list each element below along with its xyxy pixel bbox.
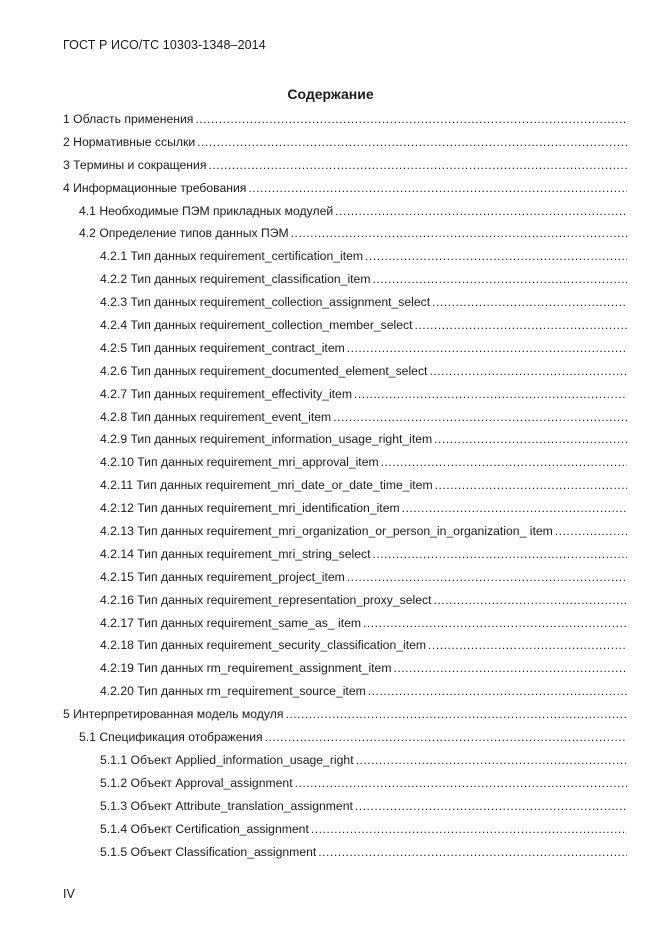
toc-entry-text: 4.2.13 Тип данных requirement_mri_organization_or_person_in_organization_ item <box>100 524 553 539</box>
toc-entry[interactable] <box>63 226 627 249</box>
toc-entry[interactable] <box>63 432 627 455</box>
toc-dot-leader <box>311 822 627 836</box>
toc-entry[interactable] <box>63 501 627 524</box>
toc-entry[interactable] <box>63 249 627 272</box>
toc-entry-text: 4.2.9 Тип данных requirement_information_usage_right_item <box>100 432 433 447</box>
toc-entry[interactable] <box>63 272 627 295</box>
toc-entry[interactable] <box>63 387 627 410</box>
page-title: Содержание <box>287 86 374 102</box>
toc-entry[interactable] <box>63 455 627 478</box>
toc-dot-leader <box>373 272 628 286</box>
toc-entry[interactable] <box>63 158 627 181</box>
toc-dot-leader <box>347 570 627 584</box>
toc-dot-leader <box>335 204 627 218</box>
toc-dot-leader <box>368 684 627 698</box>
toc-entry-text: 4.2.20 Тип данных rm_requirement_source_item <box>100 684 366 699</box>
toc-dot-leader <box>295 776 627 790</box>
toc-entry[interactable] <box>63 547 627 570</box>
toc-dot-leader <box>356 753 627 767</box>
toc-dot-leader <box>197 135 627 149</box>
toc-entry[interactable] <box>63 135 627 158</box>
toc-dot-leader <box>363 616 627 630</box>
toc-dot-leader <box>333 410 627 424</box>
toc-entry[interactable] <box>63 799 627 822</box>
toc-entry-text: 5.1.2 Объект Approval_assignment <box>100 775 293 790</box>
toc-entry[interactable] <box>63 410 627 433</box>
toc-dot-leader <box>402 501 627 515</box>
toc-dot-leader <box>428 638 627 652</box>
toc-entry-text: 4.2.2 Тип данных requirement_classification_item <box>100 272 371 287</box>
toc-entry[interactable] <box>63 341 627 364</box>
toc-dot-leader <box>355 799 627 813</box>
toc-entry-text: 4.2.1 Тип данных requirement_certification_item <box>100 249 364 264</box>
page-number: IV <box>63 887 75 901</box>
toc-entry-text: 4.2.8 Тип данных requirement_event_item <box>100 409 332 424</box>
document-header: ГОСТ Р ИСО/ТС 10303-1348–2014 <box>63 38 266 52</box>
toc-entry[interactable] <box>63 318 627 341</box>
toc-dot-leader <box>555 524 627 538</box>
toc-dot-leader <box>373 547 628 561</box>
toc-entry-text: 5 Интерпретированная модель модуля <box>63 707 284 722</box>
toc-entry[interactable] <box>63 570 627 593</box>
toc-dot-leader <box>318 845 627 859</box>
toc-entry-text: 4.2.12 Тип данных requirement_mri_identification_item <box>100 501 400 516</box>
toc-entry-text: 4.2.14 Тип данных requirement_mri_string_select <box>100 546 371 561</box>
toc-entry[interactable] <box>63 776 627 799</box>
toc-entry-text: 4.2 Определение типов данных ПЭМ <box>79 226 289 241</box>
toc-dot-leader <box>265 730 627 744</box>
toc-entry[interactable] <box>63 616 627 639</box>
toc-entry-text: 4.1 Необходимые ПЭМ прикладных модулей <box>79 203 334 218</box>
toc-entry-text: 5.1.4 Объект Certification_assignment <box>100 821 309 836</box>
toc-entry-text: 5.1.3 Объект Attribute_translation_assignment <box>100 798 353 813</box>
toc-entry-text: 4.2.11 Тип данных requirement_mri_date_or_date_time_item <box>100 478 433 493</box>
toc-entry[interactable] <box>63 730 627 753</box>
toc-entry-text: 5.1.5 Объект Classification_assignment <box>100 844 317 859</box>
toc-dot-leader <box>432 295 627 309</box>
toc-dot-leader <box>285 707 627 721</box>
toc-entry-text: 4.2.10 Тип данных requirement_mri_approval_item <box>100 455 379 470</box>
toc-dot-leader <box>248 181 627 195</box>
toc-entry-text: 4.2.3 Тип данных requirement_collection_assignment_select <box>100 295 431 310</box>
toc-dot-leader <box>433 593 627 607</box>
toc-entry-text: 4.2.6 Тип данных requirement_documented_element_select <box>100 363 428 378</box>
toc-entry[interactable] <box>63 661 627 684</box>
toc-dot-leader <box>435 478 627 492</box>
toc-entry[interactable] <box>63 112 627 135</box>
toc-entry-text: 4.2.4 Тип данных requirement_collection_member_select <box>100 318 413 333</box>
toc-entry-text: 4.2.17 Тип данных requirement_same_as_ item <box>100 615 362 630</box>
toc-entry-text: 4.2.19 Тип данных rm_requirement_assignment_item <box>100 661 392 676</box>
toc-entry[interactable] <box>63 181 627 204</box>
toc-entry[interactable] <box>63 638 627 661</box>
toc-entry[interactable] <box>63 845 627 868</box>
table-of-contents <box>63 112 627 867</box>
toc-dot-leader <box>394 661 628 675</box>
toc-dot-leader <box>354 387 627 401</box>
toc-entry[interactable] <box>63 524 627 547</box>
toc-dot-leader <box>429 364 627 378</box>
toc-entry[interactable] <box>63 753 627 776</box>
toc-dot-leader <box>195 112 627 126</box>
toc-dot-leader <box>365 249 627 263</box>
toc-entry-text: 4.2.5 Тип данных requirement_contract_item <box>100 340 345 355</box>
toc-entry-text: 4.2.16 Тип данных requirement_representation_proxy_select <box>100 592 432 607</box>
toc-entry-text: 1 Область применения <box>63 112 194 126</box>
toc-entry[interactable] <box>63 684 627 707</box>
toc-entry[interactable] <box>63 364 627 387</box>
toc-entry-text: 2 Нормативные ссылки <box>63 134 196 149</box>
toc-entry-text: 4.2.15 Тип данных requirement_project_item <box>100 569 345 584</box>
toc-entry[interactable] <box>63 707 627 730</box>
toc-dot-leader <box>347 341 627 355</box>
toc-dot-leader <box>381 455 627 469</box>
toc-entry-text: 4 Информационные требования <box>63 180 247 195</box>
toc-entry-text: 3 Термины и сокращения <box>63 157 207 172</box>
toc-dot-leader <box>208 158 627 172</box>
toc-entry[interactable] <box>63 478 627 501</box>
toc-dot-leader <box>434 432 627 446</box>
toc-entry[interactable] <box>63 295 627 318</box>
toc-dot-leader <box>415 318 628 332</box>
toc-entry-text: 4.2.7 Тип данных requirement_effectivity_item <box>100 386 352 401</box>
toc-entry-text: 5.1 Спецификация отображения <box>79 730 263 745</box>
toc-entry[interactable] <box>63 204 627 227</box>
toc-entry[interactable] <box>63 822 627 845</box>
toc-dot-leader <box>291 226 627 240</box>
toc-entry-text: 4.2.18 Тип данных requirement_security_classification_item <box>100 638 427 653</box>
toc-entry[interactable] <box>63 593 627 616</box>
toc-entry-text: 5.1.1 Объект Applied_information_usage_right <box>100 752 354 767</box>
